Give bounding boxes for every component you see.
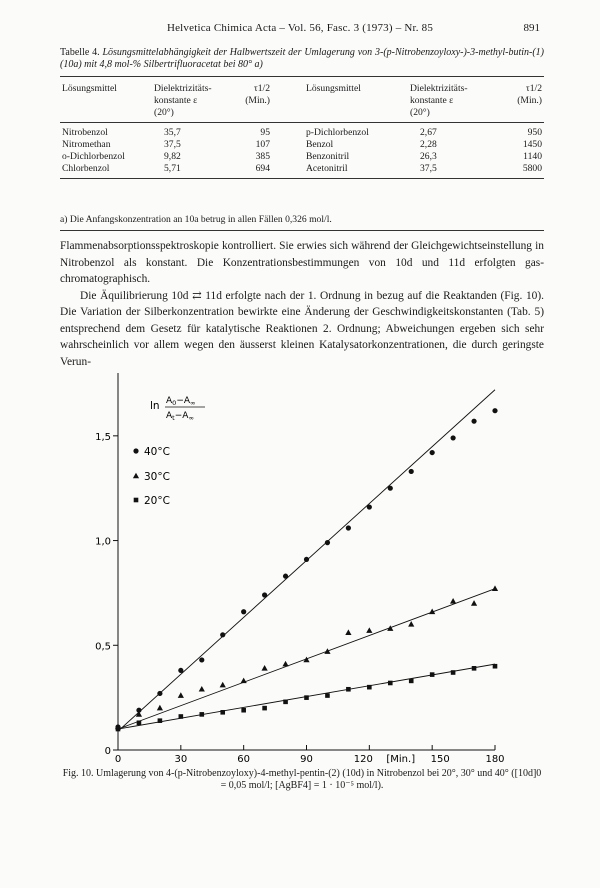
col-solvent-left: Lösungsmittel [60, 77, 152, 96]
point-40c [492, 408, 497, 413]
point-40c [283, 574, 288, 579]
x-tick-label: 120 [353, 754, 373, 765]
point-30c [366, 627, 372, 633]
point-30c [157, 705, 163, 711]
y-tick-label: 0,5 [95, 641, 111, 653]
legend-marker [133, 448, 138, 453]
point-20c [409, 679, 414, 684]
point-20c [137, 720, 142, 725]
col-tau-right: τ1/2 [492, 77, 544, 96]
point-40c [430, 450, 435, 455]
figure-caption: Fig. 10. Umlagerung von 4-(p-Nitrobenzoyloxy)-4-methyl-pentin-(2) (10d) in Nitrobenzol bei 20°, 30° und 40° ([10d]0 = 0,05 mol/l; [AgBF4] = 1 · 10⁻⁵ mol/l). [62, 768, 542, 791]
point-40c [262, 592, 267, 597]
point-20c [158, 718, 163, 723]
table-row: o-Dichlorbenzol 9,82 385 Benzonitril 26,3 1140 [62, 151, 542, 162]
x-tick-label: 90 [300, 754, 313, 765]
point-20c [493, 664, 498, 669]
x-tick-label: 0 [114, 754, 122, 765]
point-20c [262, 706, 267, 711]
point-30c [408, 621, 414, 627]
col-dielectric-left: Dielektrizitäts- [152, 77, 234, 96]
point-30c [471, 600, 477, 606]
point-30c [220, 682, 226, 688]
table-label: Tabelle 4. [60, 47, 100, 58]
y-tick-label: 1,5 [95, 431, 111, 443]
point-40c [471, 419, 476, 424]
point-30c [387, 625, 393, 631]
col-dielectric-sub: konstante ε [154, 95, 198, 106]
point-40c [325, 540, 330, 545]
point-30c [262, 665, 268, 671]
point-20c [325, 693, 330, 698]
legend-label: 20°C [144, 495, 170, 507]
point-20c [283, 700, 288, 705]
point-40c [388, 486, 393, 491]
point-40c [346, 525, 351, 530]
point-30c [282, 661, 288, 667]
paragraph: Die Äquilibrierung 10d ⇄ 11d erfolgte nach der 1. Ordnung in bezug auf die Reaktanden (Fig. 10). Die Variation der Silberkonzentration bewirkte eine Änderung der Geschwindigkeitskonstanten (Tab. 5) entsprechend dem Gesetz für katalytische Reaktionen 2. Ordnung; Abweichungen ergeben sich sehr wahrscheinlich vor allem wegen den äusserst kleinen Katalysatorkonzentrationen, die durch geringste Verun- [60, 289, 544, 368]
col-tau-left: τ1/2 [234, 77, 272, 96]
paragraph: Flammenabsorptionsspektroskopie kontrolliert. Sie erwies sich während der Gleichgewichtseinstellung in Nitrobenzol als konstant. Die Konzentrationsbestimmungen von 10d und 11d erfolgten gas-chromatographisch. [60, 240, 544, 285]
y-tick-label: 0 [104, 746, 111, 757]
point-20c [388, 681, 393, 686]
y-tick-label: 1,0 [95, 536, 111, 548]
svg-text:ln: ln [150, 400, 160, 412]
col-tau-unit: (Min.) [245, 95, 270, 106]
legend-label: 40°C [144, 446, 170, 458]
point-40c [367, 504, 372, 509]
journal-title: Helvetica Chimica Acta – Vol. 56, Fasc. 3 (1973) – Nr. 85 [166, 22, 434, 34]
point-30c [450, 598, 456, 604]
x-tick-label: 60 [237, 754, 251, 765]
svg-text:A0−A∞: $A_0-A_\infty$ [166, 396, 196, 407]
x-axis-label: [Min.] [386, 754, 416, 765]
point-30c [241, 678, 247, 684]
point-20c [304, 695, 309, 700]
point-40c [178, 668, 183, 673]
point-20c [179, 714, 184, 719]
point-20c [346, 687, 351, 692]
legend [133, 446, 170, 507]
svg-text:At−A∞: $A_t-A_\infty$ [166, 411, 194, 422]
point-30c [345, 629, 351, 635]
point-30c [492, 585, 498, 591]
col-tau-unit: (Min.) [517, 95, 542, 106]
point-20c [241, 708, 246, 713]
table-row: Chlorbenzol 5,71 694 Acetonitril 37,5 5800 [60, 163, 544, 179]
point-40c [409, 469, 414, 474]
table-title: Lösungsmittelabhängigkeit der Halbwertszeit der Umlagerung von 3-(p-Nitrobenzoyloxy-)-3-methyl-butin-(1) (10a) mit 4,8 mol-% Silbertrifluoracetat bei 80° a) [60, 47, 544, 70]
table-row: Nitrobenzol 35,7 95 p-Dichlorbenzol 2,67 950 [62, 127, 542, 138]
col-dielectric-sub: konstante ε [410, 95, 454, 106]
point-20c [116, 727, 121, 732]
col-dielectric-temp: (20°) [408, 107, 492, 123]
point-20c [430, 672, 435, 677]
point-30c [324, 648, 330, 654]
point-40c [199, 657, 204, 662]
legend-label: 30°C [144, 471, 170, 483]
point-40c [220, 632, 225, 637]
point-40c [451, 435, 456, 440]
point-20c [451, 670, 456, 675]
point-40c [304, 557, 309, 562]
table-row: Nitromethan 37,5 107 Benzol 2,28 1450 [62, 139, 542, 150]
table-footnote: a) Die Anfangskonzentration an 10a betrug in allen Fällen 0,326 mol/l. [60, 214, 332, 225]
point-30c [178, 692, 184, 698]
point-40c [157, 691, 162, 696]
point-40c [241, 609, 246, 614]
col-dielectric-right: Dielektrizitäts- [408, 77, 492, 96]
point-20c [220, 710, 225, 715]
point-30c [199, 686, 205, 692]
x-tick-label: 180 [485, 754, 505, 765]
x-tick-label: 30 [174, 754, 188, 765]
x-tick-label: 150 [430, 754, 450, 765]
page-number: 891 [523, 22, 540, 34]
point-20c [199, 712, 204, 717]
data-points [115, 408, 498, 731]
point-20c [472, 666, 477, 671]
y-axis-label [150, 396, 205, 422]
legend-marker [134, 498, 139, 503]
col-solvent-right: Lösungsmittel [304, 77, 408, 96]
col-dielectric-temp: (20°) [152, 107, 234, 123]
legend-marker [133, 473, 139, 479]
point-20c [367, 685, 372, 690]
